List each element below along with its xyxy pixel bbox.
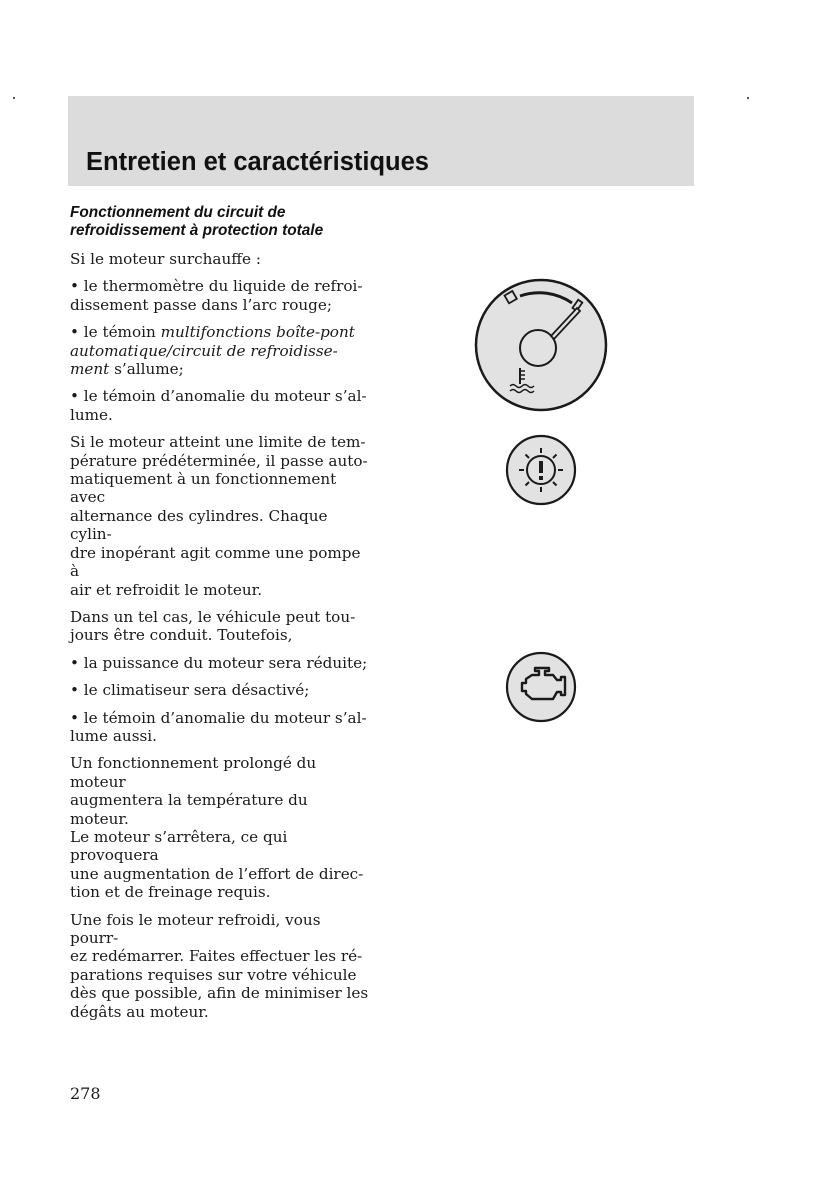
chapter-title: Entretien et caractéristiques [86,148,429,176]
bullet-text: la puissance du moteur sera réduite; [83,653,368,672]
bullet-text: le thermomètre du liquide de refroi- dissement passe dans l’arc rouge; [70,277,363,314]
bullet-item [70,709,370,746]
body-paragraph: Une fois le moteur refroidi, vous pourr- ez redémarrer. Faites effectuer les ré- parations requises sur votre véhicule dès que possible, afin de minimiser les dégâts au moteur. [70,910,369,1021]
bullet-text: s’allume; [109,360,184,379]
bullet-item [70,654,370,672]
bullet-dot: • [70,653,79,672]
bullet-dot: • [70,323,79,342]
bullet-item [70,277,370,314]
bullet-text: le témoin d’anomalie du moteur s’al- lume aussi. [70,708,367,745]
bullet-text: le climatiseur sera désactivé; [83,681,310,700]
page-number: 278 [70,1084,101,1103]
bullet-dot: • [70,387,79,406]
bullet-dot: • [70,277,79,296]
body-paragraph: Si le moteur atteint une limite de tem- pérature prédéterminée, il passe auto- matiquement à un fonctionnement avec alternance des cylindres. Chaque cylin- dre inopérant agit comme une pompe à air et refroidit le moteur. [70,433,368,599]
section-heading: Fonctionnement du circuit de refroidissement à protection totale [70,204,324,239]
bullet-item [70,387,370,424]
body-paragraph: Dans un tel cas, le véhicule peut tou- jours être conduit. Toutefois, [70,607,356,645]
bullet-dot: • [70,708,79,727]
coolant-temperature-gauge-icon [474,278,608,412]
bullet-dot: • [70,681,79,700]
bullet-item [70,681,370,699]
body-paragraph: Un fonctionnement prolongé du moteur augmentera la température du moteur. Le moteur s’arrêtera, ce qui provoquera une augmentation de l’effort de direc- tion et de freinage requis. [70,754,364,902]
bullet-text: le témoin [83,323,161,342]
powertrain-overtemperature-warning-icon [505,434,577,506]
bullet-item [70,323,370,378]
main-text-column [70,204,370,1030]
bullet-text-italic: multifonctions boîte-pont automatique/circuit de refroidisse- ment [70,323,355,379]
bullet-text: le témoin d’anomalie du moteur s’al- lume. [70,387,367,424]
chapter-header [68,96,694,186]
check-engine-icon [505,651,577,723]
crop-mark-right [747,97,749,99]
crop-mark-left [13,97,15,99]
intro-paragraph: Si le moteur surchauffe : [70,250,261,268]
